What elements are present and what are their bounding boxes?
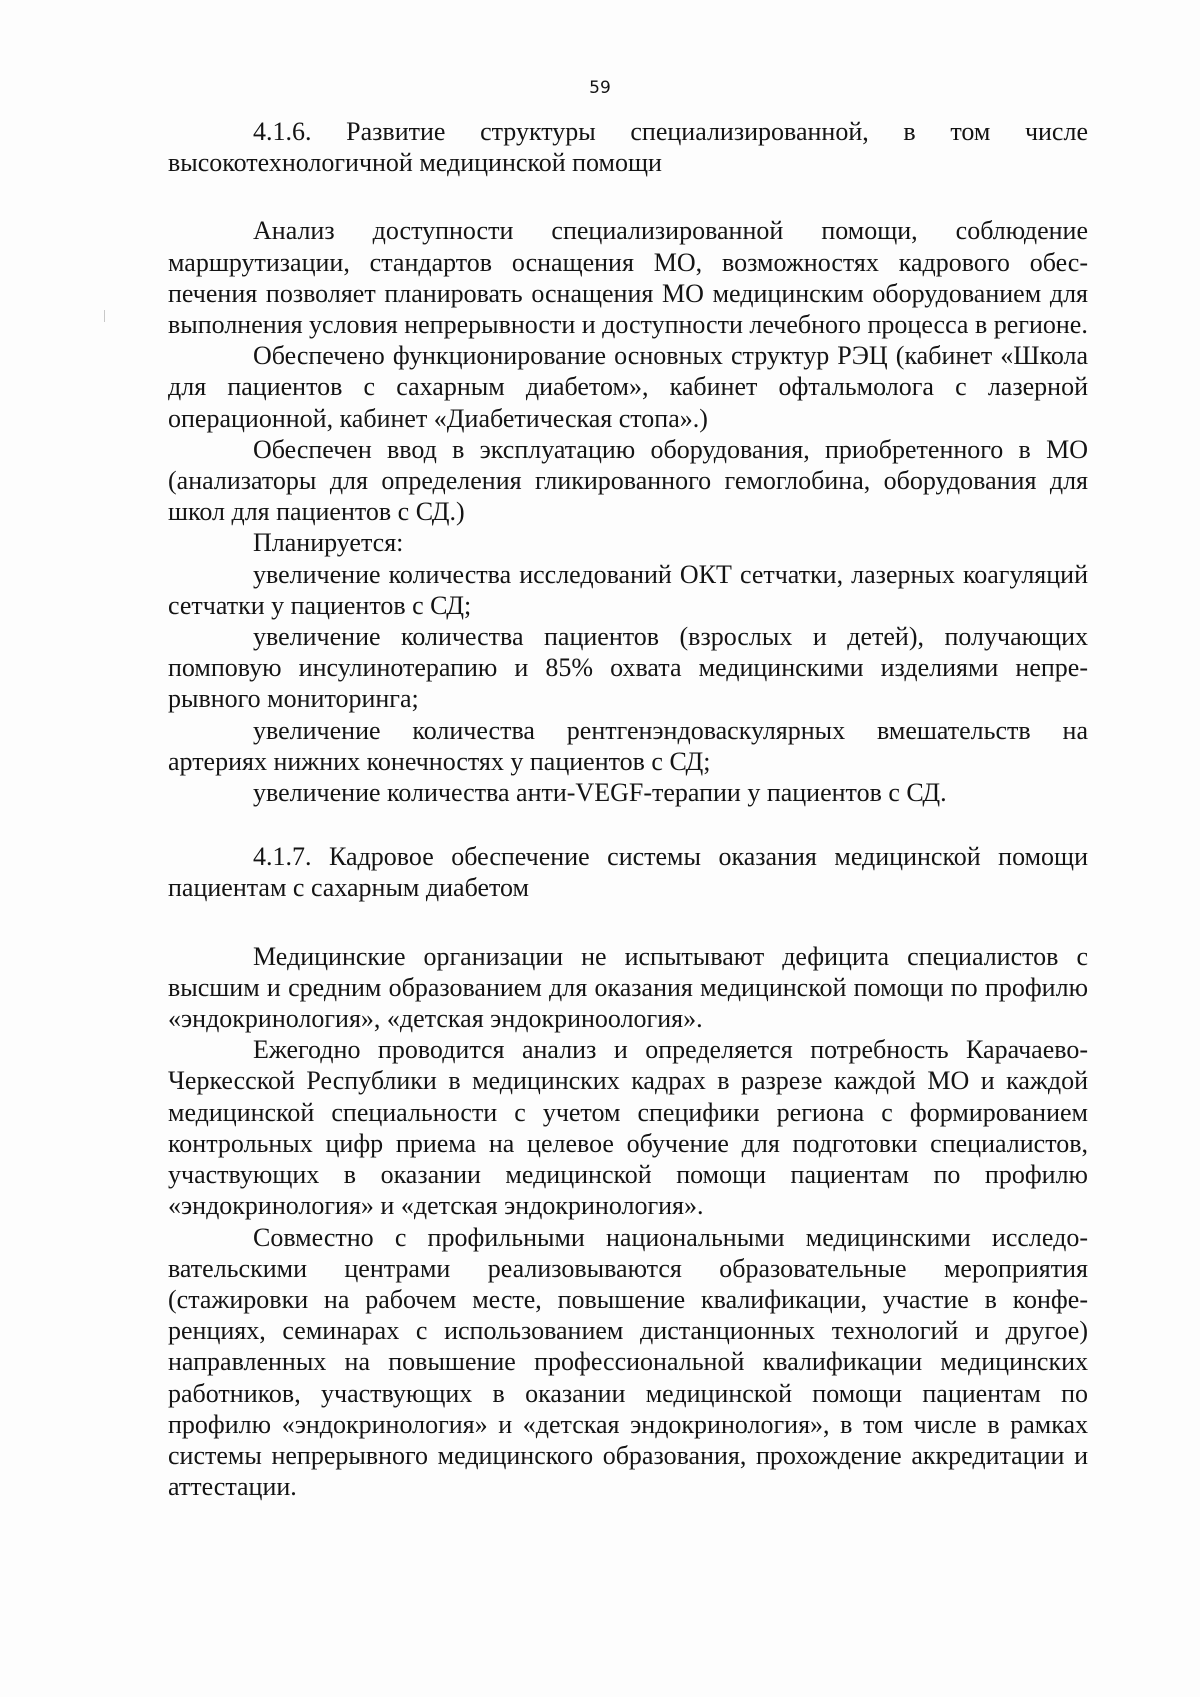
paragraph: Медицинские организации не испытывают дефицита специалистов с высшим и средним образованием для оказания медицинской помощи по профилю «эндокринология», «детская эндокриноология». [168, 941, 1088, 1034]
section-heading-4-1-7: 4.1.7. Кадровое обеспечение системы оказания медицинской помощи пациентам с сахарным диабетом [168, 842, 1088, 903]
list-item: увеличение количества рентгенэндоваскулярных вмешательств на артериях нижних конечностях у пациентов с СД; [168, 715, 1088, 776]
scan-margin-mark [104, 310, 105, 322]
paragraph: Совместно с профильными национальными медицинскими исследовательскими центрами реализовываются образовательные мероприятия (стажировки на рабочем месте, повышение квалификации, участие в конференциях, семинарах с использованием дистанционных технологий и другое) направленных на повышение профессиональной квалификации медицинских работников, участвующих в оказании медицинской помощи пациентам по профилю «эндокринология» и «детская эндокринология», в том числе в рамках системы непрерывного медицинского образования, прохождение аккредитации и аттестации. [168, 1222, 1088, 1502]
page-number: 59 [589, 78, 611, 98]
page-content [168, 116, 1088, 1502]
paragraph: Обеспечен ввод в эксплуатацию оборудования, приобретенного в МО (анализаторы для определения гликированного гемоглобина, оборудования для школ для пациентов с СД.) [168, 434, 1088, 527]
paragraph: Ежегодно проводится анализ и определяется потребность Карачаево-Черкесской Республики в медицинских кадрах в разрезе каждой МО и каждой медицинской специальности с учетом специфики региона с формированием контрольных цифр приема на целевое обучение для подготовки специалистов, участвующих в оказании медицинской помощи пациентам по профилю «эндокринология» и «детская эндокринология». [168, 1035, 1088, 1221]
spacer [168, 178, 1088, 215]
list-item: увеличение количества пациентов (взрослых и детей), получающих помповую инсулинотерапию и 85% охвата медицинскими изделиями непрерывного мониторинга; [168, 622, 1088, 714]
spacer [168, 808, 1088, 841]
paragraph: Анализ доступности специализированной помощи, соблюдение маршрутизации, стандартов оснащения МО, возможностях кадрового обеспечения позволяет планировать оснащения МО медицинским оборудованием для выполнения условия непрерывности и доступности лечебного процесса в регионе. [168, 216, 1088, 340]
list-item: увеличение количества анти-VEGF-терапии у пациентов с СД. [253, 778, 947, 808]
paragraph: Планируется: [253, 528, 404, 558]
spacer [168, 904, 1088, 941]
list-item: увеличение количества исследований ОКТ сетчатки, лазерных коагуляций сетчатки у пациентов с СД; [168, 559, 1088, 620]
section-heading-4-1-6: 4.1.6. Развитие структуры специализированной, в том числе высокотехнологичной медицинской помощи [168, 117, 1088, 178]
paragraph: Обеспечено функционирование основных структур РЭЦ (кабинет «Школа для пациентов с сахарным диабетом», кабинет офтальмолога с лазерной операционной, кабинет «Диабетическая стопа».) [168, 341, 1088, 433]
